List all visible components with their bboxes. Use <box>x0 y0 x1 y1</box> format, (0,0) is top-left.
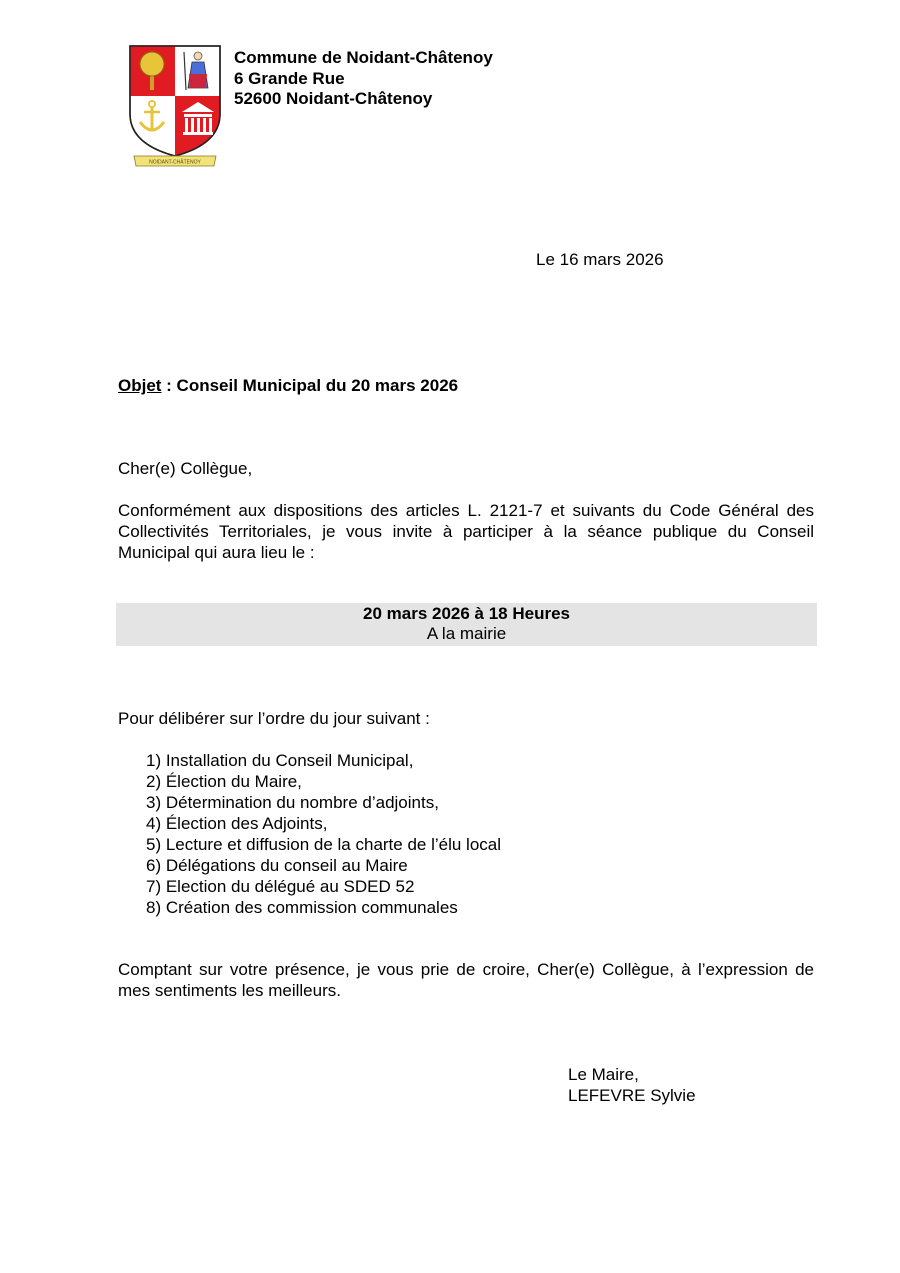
letter-date: Le 16 mars 2026 <box>536 250 664 269</box>
street-address: 6 Grande Rue <box>234 68 345 88</box>
sender-address <box>234 48 493 110</box>
signature-block <box>568 1064 696 1106</box>
meeting-datetime: 20 mars 2026 à 18 Heures <box>363 604 570 623</box>
agenda-item: 4) Élection des Adjoints, <box>146 814 328 833</box>
meeting-place: A la mairie <box>426 624 507 643</box>
signature-name: LEFEVRE Sylvie <box>568 1086 696 1105</box>
agenda-intro: Pour délibérer sur l’ordre du jour suivant : <box>118 709 430 728</box>
subject-text: : Conseil Municipal du 20 mars 2026 <box>161 376 459 395</box>
agenda-item: 7) Election du délégué au SDED 52 <box>146 877 415 896</box>
subject-label: Objet <box>118 376 162 395</box>
agenda-item: 6) Délégations du conseil au Maire <box>146 856 408 875</box>
subject-line <box>118 376 458 396</box>
agenda-item: 1) Installation du Conseil Municipal, <box>146 751 414 770</box>
coat-of-arms-icon <box>126 44 224 170</box>
svg-text:NOIDANT-CHÂTENOY: NOIDANT-CHÂTENOY <box>149 159 201 166</box>
body-paragraph: Conformément aux dispositions des articles L. 2121-7 et suivants du Code Général des Collectivités Territoriales, je vous invite à participer à la séance publique du Conseil Municipal qui aura lieu le : <box>118 501 814 562</box>
agenda-item: 8) Création des commission communales <box>146 898 458 917</box>
agenda-item: 2) Élection du Maire, <box>146 772 302 791</box>
agenda-item: 3) Détermination du nombre d’adjoints, <box>146 793 439 812</box>
closing-paragraph: Comptant sur votre présence, je vous prie de croire, Cher(e) Collègue, à l’expression de mes sentiments les meilleurs. <box>118 960 814 1000</box>
commune-name: Commune de Noidant-Châtenoy <box>234 48 493 67</box>
meeting-box <box>116 603 817 646</box>
agenda-list <box>146 750 501 918</box>
signature-title: Le Maire, <box>568 1065 639 1084</box>
postal-city: 52600 Noidant-Châtenoy <box>234 89 433 108</box>
agenda-item: 5) Lecture et diffusion de la charte de l’élu local <box>146 835 502 854</box>
greeting: Cher(e) Collègue, <box>118 459 253 478</box>
